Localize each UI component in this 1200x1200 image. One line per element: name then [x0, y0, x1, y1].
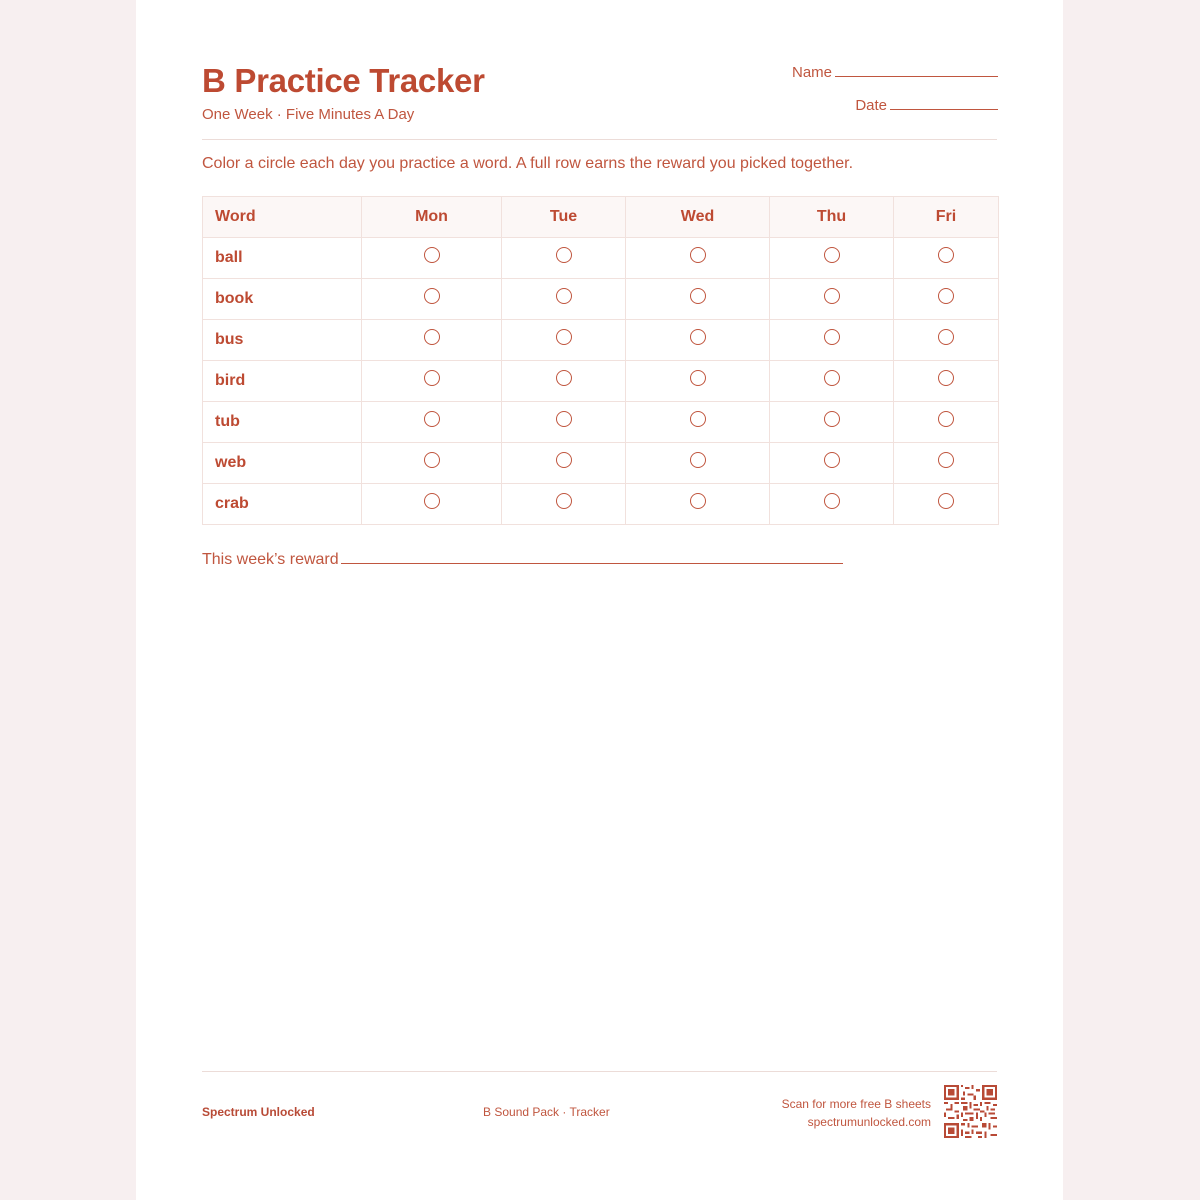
practice-circle[interactable]: [556, 452, 572, 468]
practice-circle[interactable]: [824, 288, 840, 304]
day-cell: [770, 279, 894, 320]
day-cell: [626, 361, 770, 402]
table-row: [203, 402, 999, 443]
day-cell: [502, 279, 626, 320]
practice-circle[interactable]: [938, 329, 954, 345]
date-line[interactable]: [890, 95, 998, 110]
day-cell: [362, 320, 502, 361]
day-cell: [626, 279, 770, 320]
page-subtitle: One Week · Five Minutes A Day: [202, 106, 415, 123]
practice-circle[interactable]: [424, 411, 440, 427]
practice-circle[interactable]: [424, 493, 440, 509]
day-cell: [770, 361, 894, 402]
day-cell: [894, 402, 999, 443]
word-cell: book: [203, 279, 362, 320]
reward-line[interactable]: [341, 548, 843, 564]
scan-text: Scan for more free B sheets: [781, 1097, 931, 1111]
practice-circle[interactable]: [690, 452, 706, 468]
practice-circle[interactable]: [938, 288, 954, 304]
word-cell: web: [203, 443, 362, 484]
practice-circle[interactable]: [424, 452, 440, 468]
day-cell: [770, 484, 894, 525]
day-cell: [626, 320, 770, 361]
day-cell: [894, 238, 999, 279]
table-row: [203, 279, 999, 320]
footer-divider: [202, 1071, 997, 1072]
day-cell: [502, 320, 626, 361]
footer-scan-info: [782, 1095, 931, 1131]
day-cell: [362, 279, 502, 320]
column-header: Tue: [502, 197, 626, 238]
table-row: [203, 320, 999, 361]
practice-circle[interactable]: [690, 493, 706, 509]
practice-circle[interactable]: [556, 247, 572, 263]
day-cell: [894, 443, 999, 484]
table-row: [203, 484, 999, 525]
practice-circle[interactable]: [824, 329, 840, 345]
table-row: [203, 238, 999, 279]
day-cell: [770, 443, 894, 484]
day-cell: [502, 402, 626, 443]
footer-pack-label: B Sound Pack · Tracker: [483, 1105, 610, 1119]
practice-circle[interactable]: [824, 411, 840, 427]
column-header: Mon: [362, 197, 502, 238]
day-cell: [894, 361, 999, 402]
practice-circle[interactable]: [824, 247, 840, 263]
practice-circle[interactable]: [424, 288, 440, 304]
practice-circle[interactable]: [690, 288, 706, 304]
practice-circle[interactable]: [424, 247, 440, 263]
practice-circle[interactable]: [938, 452, 954, 468]
day-cell: [626, 484, 770, 525]
practice-circle[interactable]: [690, 370, 706, 386]
practice-circle[interactable]: [556, 493, 572, 509]
day-cell: [362, 402, 502, 443]
word-cell: ball: [203, 238, 362, 279]
day-cell: [770, 238, 894, 279]
practice-circle[interactable]: [690, 411, 706, 427]
practice-circle[interactable]: [824, 370, 840, 386]
practice-circle[interactable]: [938, 247, 954, 263]
day-cell: [894, 279, 999, 320]
day-cell: [502, 238, 626, 279]
header-divider: [202, 139, 997, 140]
day-cell: [894, 484, 999, 525]
footer-brand: Spectrum Unlocked: [202, 1105, 315, 1119]
qr-code-icon[interactable]: [944, 1085, 997, 1138]
word-cell: crab: [203, 484, 362, 525]
practice-circle[interactable]: [424, 329, 440, 345]
word-cell: bus: [203, 320, 362, 361]
day-cell: [362, 238, 502, 279]
worksheet-page: [136, 0, 1063, 1200]
footer-url[interactable]: spectrumunlocked.com: [807, 1115, 931, 1129]
day-cell: [770, 402, 894, 443]
day-cell: [626, 402, 770, 443]
day-cell: [362, 443, 502, 484]
table-header-row: [203, 197, 999, 238]
practice-circle[interactable]: [556, 329, 572, 345]
practice-circle[interactable]: [690, 329, 706, 345]
day-cell: [502, 443, 626, 484]
reward-field[interactable]: [202, 548, 843, 569]
practice-circle[interactable]: [690, 247, 706, 263]
day-cell: [626, 238, 770, 279]
practice-circle[interactable]: [424, 370, 440, 386]
name-line[interactable]: [835, 62, 998, 77]
practice-circle[interactable]: [938, 411, 954, 427]
word-cell: bird: [203, 361, 362, 402]
day-cell: [502, 484, 626, 525]
practice-circle[interactable]: [556, 288, 572, 304]
practice-circle[interactable]: [556, 411, 572, 427]
date-field[interactable]: [855, 95, 998, 114]
day-cell: [502, 361, 626, 402]
reward-label: This week’s reward: [202, 551, 339, 568]
page-title: B Practice Tracker: [202, 62, 485, 99]
practice-table: [202, 196, 999, 525]
column-header: Thu: [770, 197, 894, 238]
day-cell: [626, 443, 770, 484]
practice-circle[interactable]: [938, 370, 954, 386]
practice-circle[interactable]: [824, 493, 840, 509]
day-cell: [894, 320, 999, 361]
name-field[interactable]: [792, 62, 998, 81]
practice-circle[interactable]: [556, 370, 572, 386]
day-cell: [770, 320, 894, 361]
column-header: Fri: [894, 197, 999, 238]
instructions: Color a circle each day you practice a word. A full row earns the reward you picked together.: [202, 155, 854, 172]
column-header: Wed: [626, 197, 770, 238]
table-row: [203, 361, 999, 402]
day-cell: [362, 361, 502, 402]
practice-circle[interactable]: [824, 452, 840, 468]
column-header: Word: [203, 197, 362, 238]
practice-circle[interactable]: [938, 493, 954, 509]
table-row: [203, 443, 999, 484]
name-label: Name: [791, 64, 832, 81]
date-label: Date: [855, 97, 887, 114]
day-cell: [362, 484, 502, 525]
word-cell: tub: [203, 402, 362, 443]
